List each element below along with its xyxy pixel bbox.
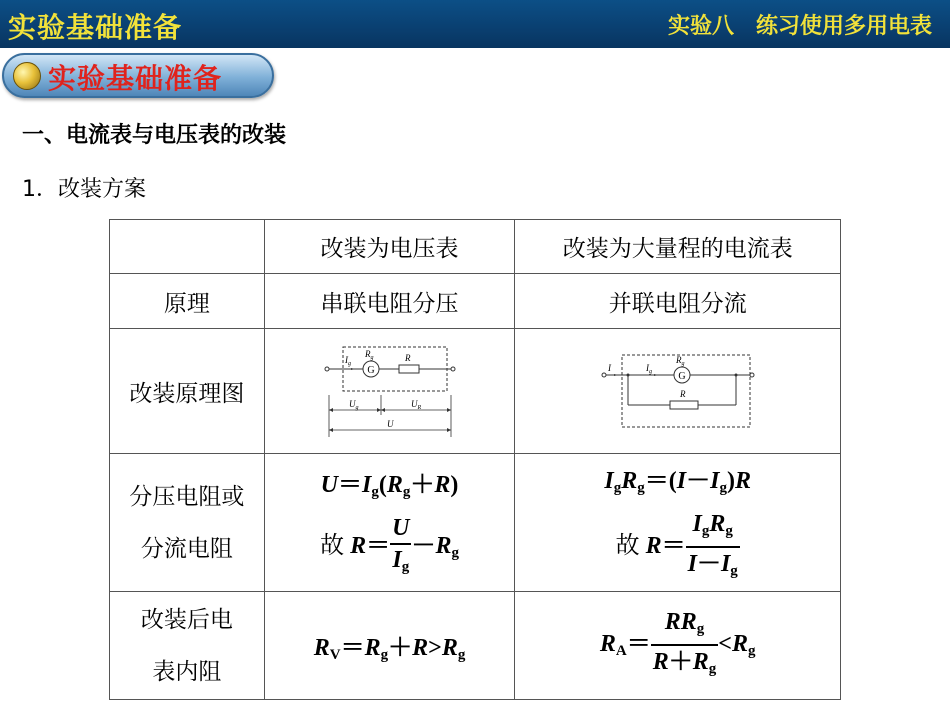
ammeter-label-Ig: $I_g$ — [645, 363, 652, 375]
table-row-internal-resistance — [110, 592, 841, 700]
label-Ig: $I_g$ — [344, 355, 351, 367]
voltmeter-resistor-formulas — [264, 454, 515, 592]
label-Rg: $R_g$ — [364, 349, 374, 361]
principle-voltmeter: 串联电阻分压 — [264, 274, 515, 329]
row-label-principle: 原理 — [110, 274, 265, 329]
fraction-U-over-Ig: $\frac{U}{I_g}$ — [392, 514, 410, 575]
label-R: R — [404, 353, 411, 363]
fraction-IgRg-over-I-Ig: $\frac{I_gR_g}{I-I_g}$ — [687, 510, 738, 579]
heading-level-2: 1．改装方案 — [22, 177, 146, 202]
header-voltmeter: 改装为电压表 — [264, 220, 515, 274]
header-empty-cell — [110, 220, 265, 274]
label-UR: $U_R$ — [410, 399, 421, 411]
voltmeter-internal-formula-cell — [264, 592, 515, 700]
voltmeter-circuit-cell — [264, 329, 515, 454]
row-label-resistor-line1: 分压电阻或 — [129, 483, 245, 510]
ammeter-label-R: R — [679, 389, 686, 399]
table-header-row — [110, 220, 841, 274]
label-Ug: $U_g$ — [348, 399, 359, 411]
voltmeter-circuit-diagram — [315, 341, 465, 441]
section-pill — [2, 53, 274, 98]
heading-level-1: 一、电流表与电压表的改装 — [22, 123, 287, 148]
ammeter-resistor-formulas — [515, 454, 841, 592]
section-pill-label: 实验基础准备 — [48, 62, 223, 95]
row-label-internal — [110, 592, 265, 700]
formula-voltmeter-1: $U=I_g(R_g+R)$ — [320, 469, 459, 500]
label-U: U — [386, 419, 394, 429]
ammeter-galvanometer-label: G — [678, 371, 686, 382]
row-label-internal-line2: 表内阻 — [152, 658, 222, 685]
table-row-resistor — [110, 454, 841, 592]
principle-ammeter: 并联电阻分流 — [515, 274, 841, 329]
formula-voltmeter-3: $R_V=R_g+R>R_g$ — [313, 633, 466, 663]
formula-ammeter-1: $I_gR_g=(I-I_g)R$ — [604, 465, 751, 496]
row-label-resistor-line2: 分流电阻 — [140, 535, 233, 562]
ammeter-circuit-diagram — [598, 351, 758, 431]
table-row-diagram — [110, 329, 841, 454]
formula-ammeter-2: 故 R＝ $\frac{I_gR_g}{I-I_g}$ — [515, 509, 840, 586]
formula-voltmeter-2: 故 R＝ $\frac{U}{I_g}$ $-R_g$ — [265, 513, 515, 582]
top-bar — [0, 0, 950, 48]
formula-ammeter-3: $R_A=$ $\frac{RR_g}{R+R_g}$ $<R_g$ — [515, 607, 840, 684]
ammeter-internal-formula-cell — [515, 592, 841, 700]
label-I: I — [607, 363, 611, 373]
row-label-resistor — [110, 454, 265, 592]
chapter-title: 实验八 练习使用多用电表 — [667, 14, 932, 39]
slide-title: 实验基础准备 — [8, 11, 183, 44]
conversion-table — [109, 219, 841, 700]
row-label-internal-line1: 改装后电 — [140, 606, 233, 633]
row-label-diagram: 改装原理图 — [110, 329, 265, 454]
fraction-RRg-over-R-plus-Rg: $\frac{RR_g}{R+R_g}$ — [652, 609, 717, 677]
header-ammeter: 改装为大量程的电流表 — [515, 220, 841, 274]
table-row-principle — [110, 274, 841, 329]
ammeter-circuit-cell — [515, 329, 841, 454]
bullet-ball-icon — [13, 62, 41, 90]
ammeter-label-Rg: $R_g$ — [675, 355, 685, 367]
galvanometer-label: G — [366, 365, 375, 376]
